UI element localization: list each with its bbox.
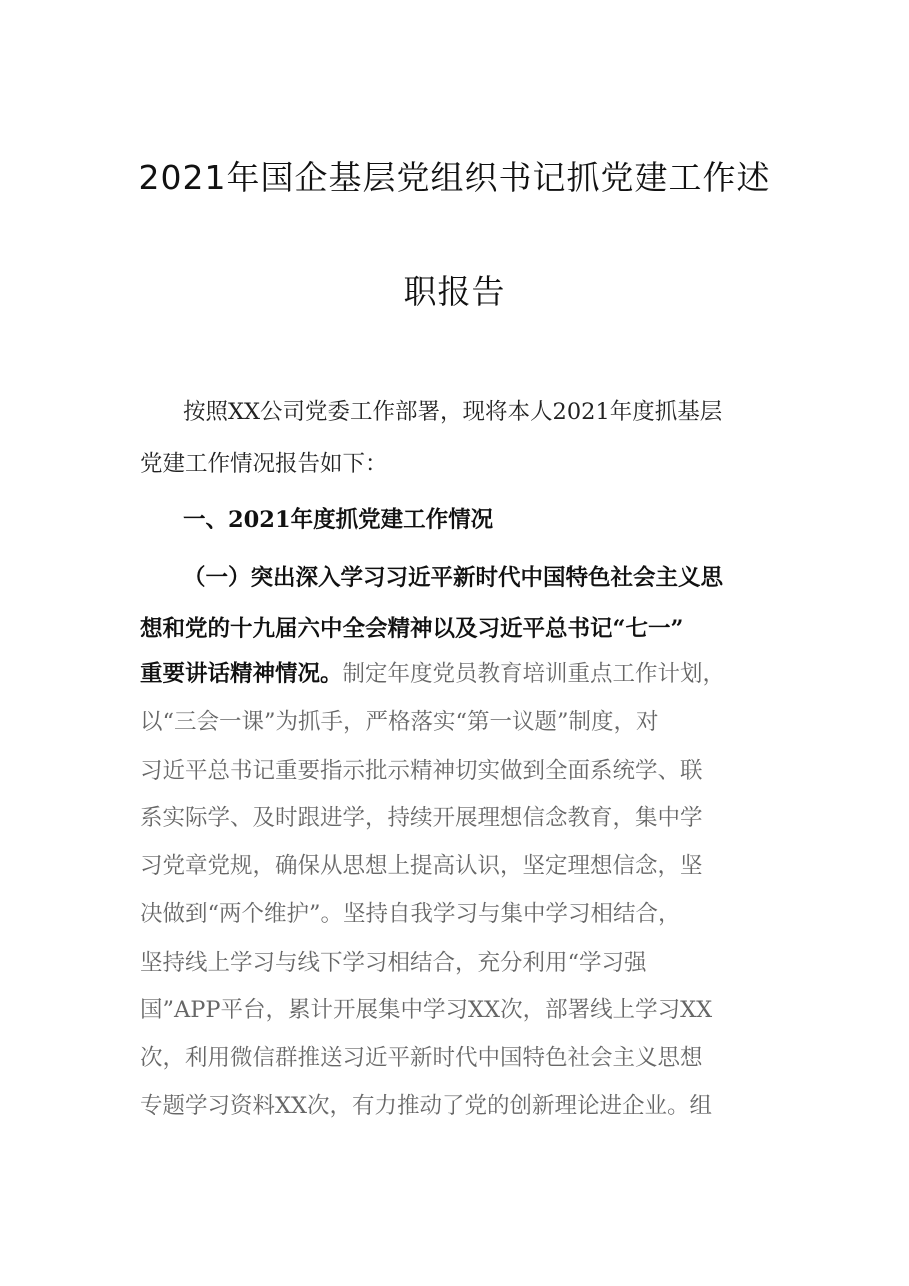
subsection-1-heading-line-1: （一）突出深入学习习近平新时代中国特色社会主义思: [183, 565, 724, 591]
document-title-line-1: 2021年国企基层党组织书记抓党建工作述: [138, 158, 771, 197]
intro-line-1: 按照XX公司党委工作部署，现将本人2021年度抓基层: [183, 399, 723, 425]
subsection-1-heading-line-2: 想和党的十九届六中全会精神以及习近平总书记“七一”: [140, 616, 684, 642]
body-line: 决做到“两个维护”。坚持自我学习与集中学习相结合，: [140, 901, 681, 927]
body-line: 专题学习资料XX次，有力推动了党的创新理论进企业。组: [140, 1093, 713, 1119]
body-line: 次，利用微信群推送习近平新时代中国特色社会主义思想: [140, 1045, 703, 1071]
body-line: 以“三会一课”为抓手，严格落实“第一议题”制度，对: [140, 709, 659, 735]
document-title-line-2: 职报告: [403, 272, 506, 311]
body-line: 国”APP平台，累计开展集中学习XX次，部署线上学习XX: [140, 997, 713, 1023]
intro-line-2: 党建工作情况报告如下：: [140, 451, 388, 477]
section-1-heading: 一、2021年度抓党建工作情况: [183, 507, 494, 533]
body-line: 习近平总书记重要指示批示精神切实做到全面系统学、联: [140, 758, 703, 784]
subsection-1-heading-line-3: 重要讲话精神情况。: [140, 661, 343, 687]
subsection-1-line-3: [140, 659, 725, 689]
body-line: 坚持线上学习与线下学习相结合，充分利用“学习强: [140, 950, 647, 976]
subsection-1-body-start: 制定年度党员教育培训重点工作计划，: [342, 661, 726, 687]
body-line: 习党章党规，确保从思想上提高认识，坚定理想信念，坚: [140, 853, 703, 879]
body-line: 系实际学、及时跟进学，持续开展理想信念教育，集中学: [140, 805, 703, 831]
